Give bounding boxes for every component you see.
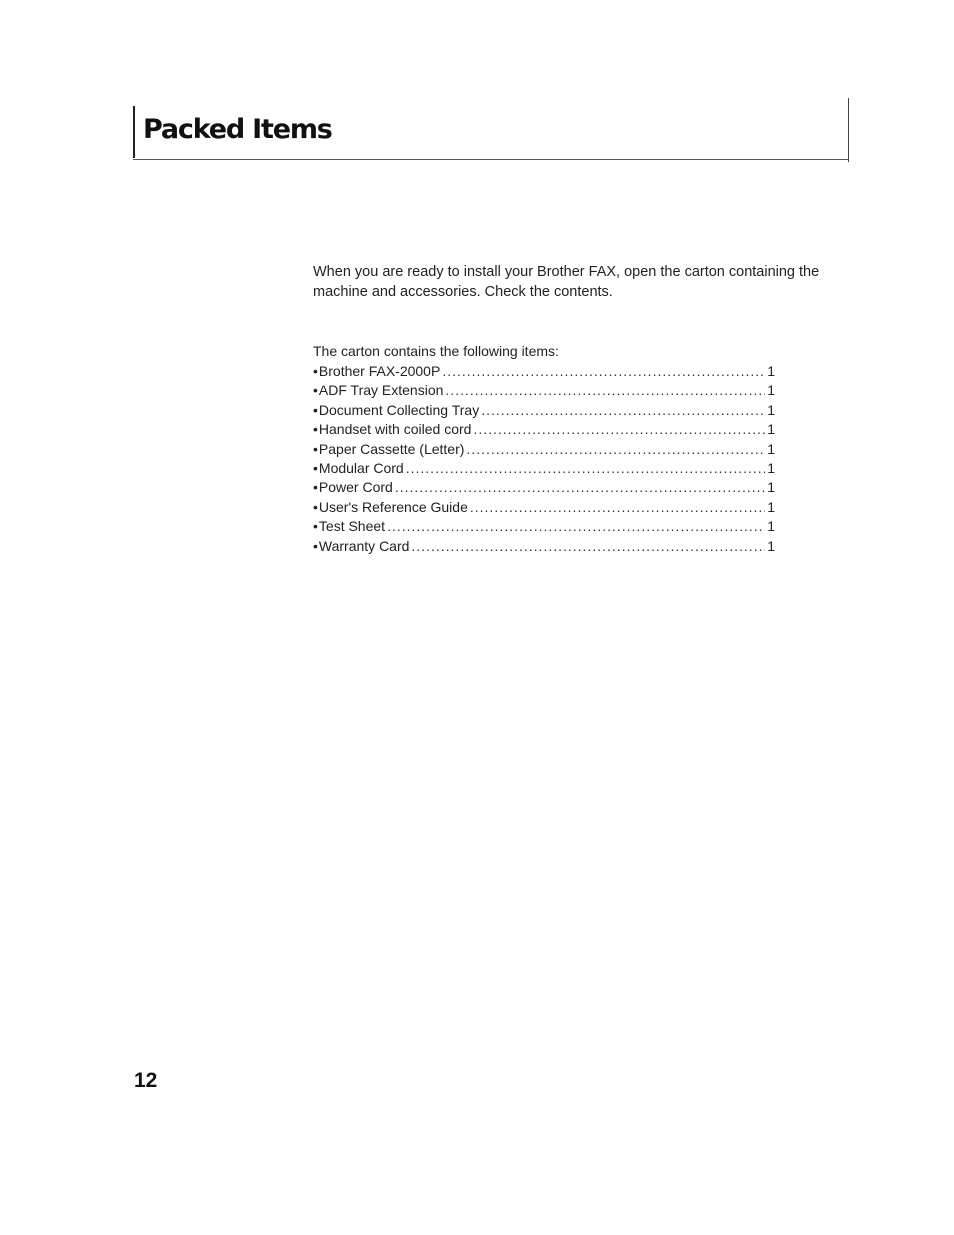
list-item bbox=[313, 478, 775, 497]
dot-leader bbox=[442, 362, 765, 381]
item-quantity: 1 bbox=[767, 401, 775, 418]
item-name: • Paper Cassette (Letter) bbox=[313, 440, 464, 459]
item-quantity: 1 bbox=[767, 421, 775, 438]
list-item bbox=[313, 381, 775, 400]
item-name: • Power Cord bbox=[313, 478, 393, 497]
item-name: • ADF Tray Extension bbox=[313, 381, 443, 400]
item-name: • Handset with coiled cord bbox=[313, 420, 471, 439]
list-item bbox=[313, 498, 775, 517]
header-right-rule bbox=[848, 98, 849, 162]
intro-paragraph: When you are ready to install your Brother FAX, open the carton containing the machine and accessories. Check the contents. bbox=[313, 264, 820, 300]
section-header bbox=[133, 98, 849, 162]
list-item bbox=[313, 459, 775, 478]
item-name: • Warranty Card bbox=[313, 537, 409, 556]
contents-section bbox=[313, 342, 775, 556]
dot-leader bbox=[445, 381, 765, 400]
list-item bbox=[313, 537, 775, 556]
dot-leader bbox=[473, 420, 765, 439]
page-number: 12 bbox=[134, 1069, 158, 1092]
contents-lead: The carton contains the following items: bbox=[313, 343, 559, 359]
item-quantity: 1 bbox=[767, 537, 775, 554]
item-quantity: 1 bbox=[767, 498, 775, 515]
list-item bbox=[313, 420, 775, 439]
dot-leader bbox=[466, 440, 765, 459]
item-quantity: 1 bbox=[767, 518, 775, 535]
dot-leader bbox=[406, 459, 765, 478]
item-quantity: 1 bbox=[767, 363, 775, 379]
header-bottom-rule bbox=[133, 159, 849, 160]
list-item bbox=[313, 401, 775, 420]
item-quantity: 1 bbox=[767, 440, 775, 457]
dot-leader bbox=[387, 517, 765, 536]
dot-leader bbox=[395, 478, 765, 497]
list-item bbox=[313, 440, 775, 459]
list-item bbox=[313, 362, 775, 381]
header-left-rule bbox=[133, 106, 135, 158]
item-name: • Modular Cord bbox=[313, 459, 404, 478]
item-name: • User's Reference Guide bbox=[313, 498, 468, 517]
dot-leader bbox=[481, 401, 765, 420]
item-quantity: 1 bbox=[767, 382, 775, 399]
dot-leader bbox=[411, 537, 765, 556]
item-name: • Test Sheet bbox=[313, 517, 385, 536]
packed-items-list bbox=[313, 362, 775, 556]
item-name: • Document Collecting Tray bbox=[313, 401, 479, 420]
page-title: Packed Items bbox=[143, 114, 332, 145]
item-quantity: 1 bbox=[767, 459, 775, 476]
item-quantity: 1 bbox=[767, 479, 775, 496]
item-name: • Brother FAX-2000P bbox=[313, 362, 440, 381]
list-item bbox=[313, 517, 775, 536]
dot-leader bbox=[470, 498, 765, 517]
